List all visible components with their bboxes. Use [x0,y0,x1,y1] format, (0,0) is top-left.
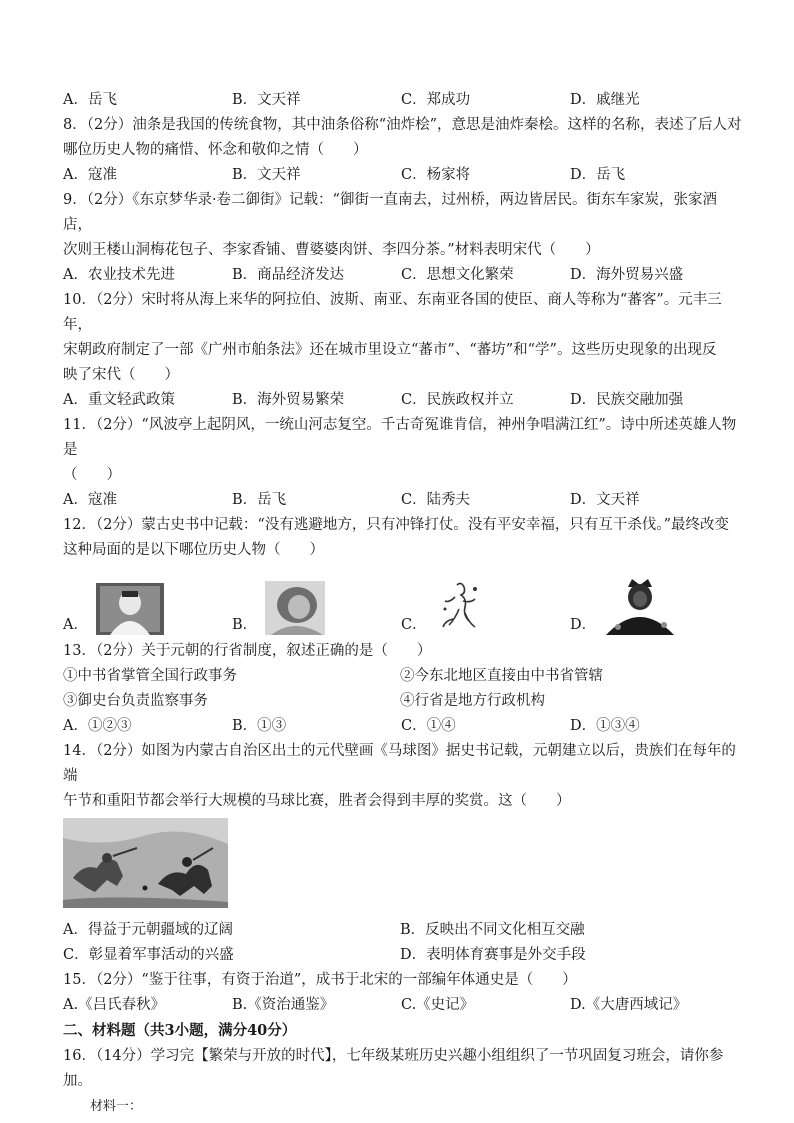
q8-option-a[interactable]: A．寇准 [63,167,117,183]
q11-option-c[interactable]: C．陆秀夫 [401,492,471,508]
q8-stem-line1: 8．（2分）油条是我国的传统食物，其中油条俗称“油炸桧”，意思是油炸秦桧。这样的名称，表述了后人对 [63,117,742,133]
q11-options [63,488,743,513]
q9-option-b[interactable]: B．商品经济发达 [232,267,345,283]
q12-option-d-label: D． [570,617,597,633]
q12-stem-line1: 12．（2分）蒙古史书中记载：“没有逃避地方，只有冲锋打仗。没有平安幸福，只有互干杀伐。”最终改变 [63,517,729,533]
exam-page [63,88,743,1120]
q10-stem-line3: 映了宋代（ ） [63,367,179,383]
q7-option-b[interactable]: B．文天祥 [232,92,301,108]
q8-option-b[interactable]: B．文天祥 [232,167,301,183]
q9-option-d[interactable]: D．海外贸易兴盛 [570,267,684,283]
q11-stem-line1: 11．（2分）“风波亭上起阴风，一统山河志复空。千古奇冤谁肯信，神州争唱满江红”。诗中所述英雄人物是 [63,417,737,458]
q15-option-a[interactable]: A.《吕氏春秋》 [63,997,166,1013]
q15-options [63,993,743,1018]
q12-option-c[interactable] [401,573,570,635]
q9-stem-line2: 次则王楼山洞梅花包子、李家香铺、曹婆婆肉饼、李四分茶。”材料表明宋代（ ） [63,242,600,258]
q13-item-1: ①中书省掌管全国行政事务 [63,668,237,684]
q14-figure [63,814,743,918]
portrait-b-image [265,581,325,635]
q10-option-d[interactable]: D．民族交融加强 [570,392,684,408]
q13-option-c[interactable]: C．①④ [401,718,456,734]
q14-options-row1 [63,918,743,943]
q9-stem-line1: 9．（2分）《东京梦华录·卷二御街》记载：“御街一直南去，过州桥，两边皆居民。街东车家炭，张家酒店， [63,192,717,233]
q13-stem: 13．（2分）关于元朝的行省制度，叙述正确的是（ ） [63,643,432,659]
polo-mural-image [63,818,228,908]
q12-option-a-label: A． [63,617,88,633]
q15-option-c[interactable]: C.《史记》 [401,997,475,1013]
q13-items-row1 [63,664,743,689]
q12-option-a[interactable] [63,573,232,635]
q13-item-2: ②今东北地区直接由中书省管辖 [400,668,603,684]
q10-option-b[interactable]: B．海外贸易繁荣 [232,392,345,408]
q10-options [63,388,743,413]
q14-option-d[interactable]: D．表明体育赛事是外交手段 [400,947,586,963]
q12-option-d[interactable] [570,573,739,635]
q10-option-c[interactable]: C．民族政权并立 [401,392,514,408]
q8-stem-line2: 哪位历史人物的痛惜、怀念和敬仰之情（ ） [63,142,368,158]
q14-option-b[interactable]: B．反映出不同文化相互交融 [400,922,585,938]
q8-option-c[interactable]: C．杨家将 [401,167,471,183]
portrait-d-image [604,577,676,635]
q16-stem: 16．（14分）学习完【繁荣与开放的时代】，七年级某班历史兴趣小组组织了一节巩固复习班会，请你参加。 [63,1048,724,1089]
q14-stem-line1: 14．（2分）如图为内蒙古自治区出土的元代壁画《马球图》据史书记载，元朝建立以后，贵族们在每年的端 [63,743,736,784]
q13-option-a[interactable]: A．①②③ [63,718,132,734]
q14-stem-line2: 午节和重阳节都会举行大规模的马球比赛，胜者会得到丰厚的奖赏。这（ ） [63,793,571,809]
q15-option-d[interactable]: D.《大唐西域记》 [570,997,688,1013]
q8-option-d[interactable]: D．岳飞 [570,167,626,183]
q9-option-a[interactable]: A．农业技术先进 [63,267,175,283]
q15-stem: 15．（2分）“鉴于往事，有资于治道”，成书于北宋的一部编年体通史是（ ） [63,972,577,988]
q7-option-a[interactable]: A．岳飞 [63,92,117,108]
q13-items-row2 [63,689,743,714]
q14-option-a[interactable]: A．得益于元朝疆域的辽阔 [63,922,233,938]
section-2-heading: 二、材料题（共3小题，满分40分） [63,1022,297,1039]
q15-option-b[interactable]: B.《资治通鉴》 [232,997,335,1013]
q10-option-a[interactable]: A．重文轻武政策 [63,392,175,408]
q14-options-row2 [63,943,743,968]
q12-option-c-label: C． [401,617,427,633]
q11-option-a[interactable]: A．寇准 [63,492,117,508]
q7-option-d[interactable]: D．戚继光 [570,92,640,108]
portrait-a-image [96,583,164,635]
q12-stem-line2: 这种局面的是以下哪位历史人物（ ） [63,542,324,558]
q13-options [63,714,743,739]
q9-option-c[interactable]: C．思想文化繁荣 [401,267,514,283]
q12-option-b[interactable] [232,573,401,635]
q11-option-d[interactable]: D．文天祥 [570,492,640,508]
q12-option-b-label: B． [232,617,258,633]
q10-stem-line2: 宋朝政府制定了一部《广州市舶条法》还在城市里设立“蕃市”、“蕃坊”和“学”。这些历史现象的出现反 [63,342,717,358]
q11-option-b[interactable]: B．岳飞 [232,492,287,508]
q10-stem-line1: 10．（2分）宋时将从海上来华的阿拉伯、波斯、南亚、东南亚各国的使臣、商人等称为“蕃客”。元丰三年， [63,292,722,333]
q7-options [63,88,743,113]
q8-options [63,163,743,188]
q9-options [63,263,743,288]
q13-option-b[interactable]: B．①③ [232,718,287,734]
portrait-c-image [435,579,485,635]
q11-stem-line2: （ ） [63,467,121,483]
q16-material-label: 材料一： [90,1099,143,1114]
q13-item-3: ③御史台负责监察事务 [63,693,208,709]
q14-option-c[interactable]: C．彰显着军事活动的兴盛 [63,947,234,963]
q13-item-4: ④行省是地方行政机构 [400,693,545,709]
q7-option-c[interactable]: C．郑成功 [401,92,471,108]
q12-image-options [63,573,743,635]
q13-option-d[interactable]: D．①③④ [570,718,640,734]
